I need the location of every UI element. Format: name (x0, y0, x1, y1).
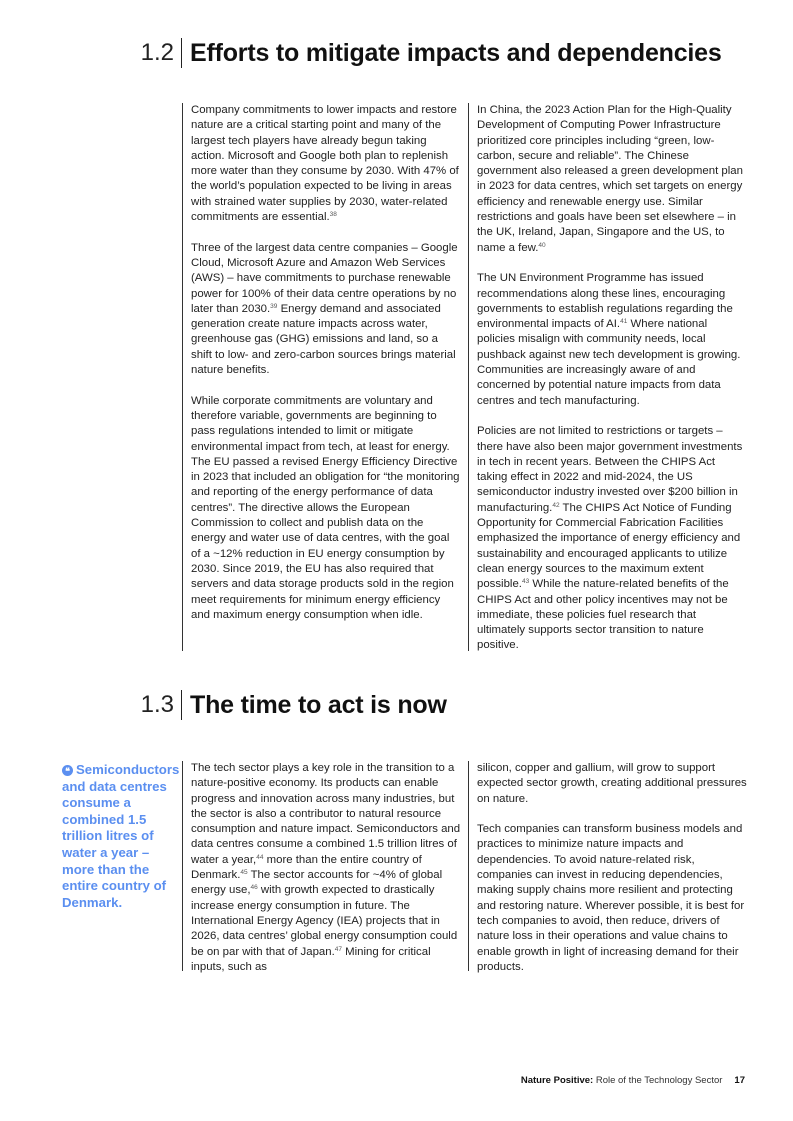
paragraph-text: While the nature-related benefits of the CHIPS Act and other policy incentives may not be immediate, these policies fuel research that ultimately supports sector transition to nature positive. (477, 578, 729, 652)
text-column (468, 761, 747, 971)
paragraph-text: Three of the largest data centre companies – Google Cloud, Microsoft Azure and Amazon Web Services (AWS) – have commitments to purchase renewable power for 100% of their data centre operations by no later than 2030. (191, 241, 458, 315)
section-number: 1.2 (140, 39, 174, 66)
footnote-ref: 39 (270, 302, 278, 310)
footnote-ref: 38 (329, 211, 337, 219)
footnote-ref: 43 (521, 578, 530, 586)
footnote-ref: 40 (538, 241, 546, 249)
paragraph (191, 394, 461, 623)
page-number: 17 (734, 1075, 745, 1086)
pull-quote (62, 762, 180, 911)
section-title: Efforts to mitigate impacts and dependencies (190, 38, 722, 67)
paragraph-text: The tech sector plays a key role in the transition to a nature-positive economy. Its products can enable progress and innovation across many industries, but the sector is also a contributor to natural resource consumption and nature impact. Semiconductors and data centres consume a combined 1.5 trillion litres of water a year, (191, 762, 461, 866)
footnote-ref: 47 (334, 945, 342, 953)
paragraph-text: The UN Environment Programme has issued recommendations along these lines, encouraging governments to establish regulations regarding the environmental impacts of AI. (477, 272, 733, 331)
paragraph (477, 822, 747, 975)
footnote-ref: 42 (552, 501, 560, 509)
quote-icon: ❝ (62, 765, 73, 776)
section-title: The time to act is now (190, 690, 447, 719)
section-number: 1.3 (140, 691, 174, 718)
paragraph-text: The sector accounts for ~4% of global energy use, (191, 869, 443, 897)
paragraph (477, 424, 747, 653)
section-heading-1-2 (0, 38, 722, 68)
paragraph (191, 761, 461, 975)
paragraph-text: While corporate commitments are voluntary and therefore variable, governments are beginning to pass regulations intended to limit or mitigate environmental impact from tech, at least for energy. The EU passed a revised Energy Efficiency Directive in 2023 that included an obligation for “the monitoring and reporting of the energy performance of data centres”. The directive allows the European Commission to collect and publish data on the energy and water use of data centres, with the goal of a ~12% reduction in EU energy consumption by 2030. Since 2019, the EU has also required that servers and data storage products sold in the region meet requirements for minimum energy efficiency and maximum energy consumption when idle. (191, 394, 460, 621)
page-footer (0, 1075, 745, 1086)
paragraph-text: Where national policies misalign with community needs, local pushback against new tech development is growing. Communities are increasingly aware of and concerned by potential nature impacts from data centres and tech manufacturing. (477, 318, 741, 407)
paragraph-text: In China, the 2023 Action Plan for the High-Quality Development of Computing Power Infrastructure prioritized core principles including “green, low-carbon, secure and reliable”. The Chinese government also released a green development plan in 2023 for data centres, which set targets on energy efficiency and renewable energy use. Similar restrictions and goals have been set elsewhere – in the UK, Ireland, Japan, Singapore and the US, to name a few. (477, 104, 743, 254)
footnote-ref: 41 (620, 318, 628, 326)
text-column (182, 103, 461, 651)
paragraph (477, 761, 747, 807)
text-column (468, 103, 747, 651)
footnote-ref: 45 (240, 869, 248, 877)
text-column (182, 761, 461, 971)
paragraph (191, 241, 461, 379)
pull-quote-text: Semiconductors and data centres consume a combined 1.5 trillion litres of water a year – more than the entire country of Denmark. (62, 762, 180, 910)
footnote-ref: 44 (256, 853, 264, 861)
paragraph-text: with growth expected to drastically increase energy consumption in future. The International Energy Agency (IEA) projects that in 2026, data centres’ global energy consumption could be on par with that of Japan. (191, 884, 458, 958)
paragraph-text: more than the entire country of Denmark. (191, 853, 422, 882)
section-heading-1-3 (0, 690, 447, 720)
paragraph-text: silicon, copper and gallium, will grow to support expected sector growth, creating additional pressures on nature. (477, 762, 747, 805)
paragraph-text: Energy demand and associated generation create nature impacts across water, greenhouse gas (GHG) emissions and land, so a shift to low- and zero-carbon sources brings material nature benefits. (191, 302, 456, 377)
footer-report-title: Nature Positive: (520, 1075, 594, 1086)
paragraph-text: Tech companies can transform business models and practices to minimize nature impacts and dependencies. To avoid nature-related risk, companies can invest in reducing dependencies, making supply chains more resilient and protecting and restoring nature. Wherever possible, it is best for tech companies to avoid, then reduce, drivers of nature loss in their operations and value chains to enable growth in light of increasing demand for their products. (477, 823, 745, 973)
paragraph-text: Mining for critical inputs, such as (191, 945, 431, 973)
paragraph-text: The CHIPS Act Notice of Funding Opportunity for Commercial Fabrication Facilities emphasized the importance of energy efficiency and sustainability and encouraged applicants to utilize clean energy sources to the maximum extent possible. (477, 501, 741, 591)
paragraph-text: Company commitments to lower impacts and restore nature are a critical starting point and many of the largest tech players have already begun taking action. Microsoft and Google both plan to replenish more water than they consume by 2030. With 47% of the world’s population expected to be living in areas with strained water supplies by 2030, water-related commitments are essential. (191, 104, 459, 224)
footer-subtitle: Role of the Technology Sector (593, 1075, 723, 1086)
paragraph (477, 271, 747, 409)
footnote-ref: 46 (250, 884, 258, 892)
paragraph (477, 103, 747, 256)
paragraph-text: Policies are not limited to restrictions or targets – there have also been major government investments in tech in recent years. Between the CHIPS Act taking effect in 2022 and mid-2024, the US semiconductor industry invested over $200 billion in manufacturing. (477, 425, 743, 514)
paragraph (191, 103, 461, 225)
